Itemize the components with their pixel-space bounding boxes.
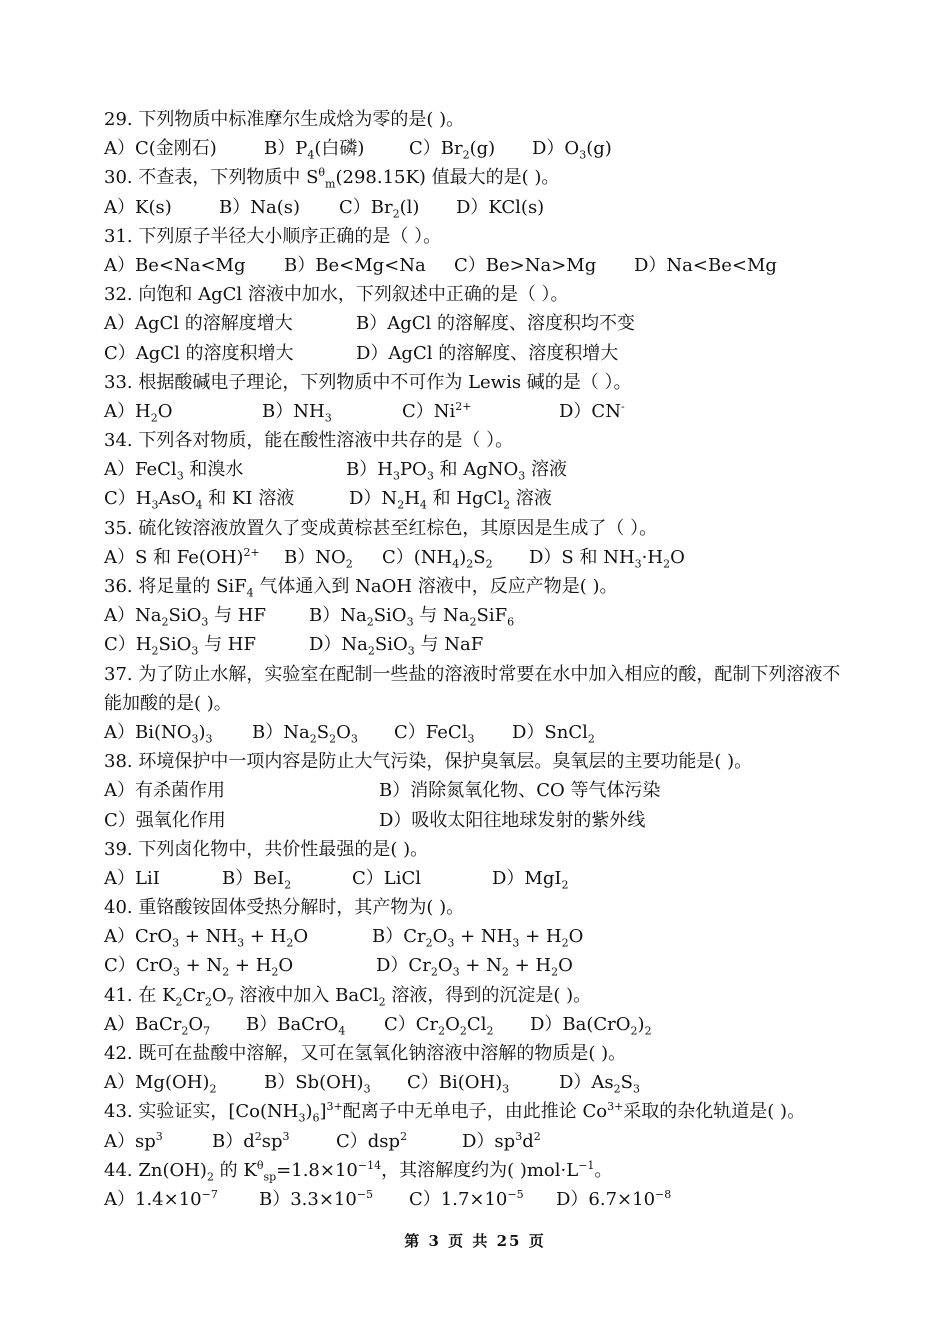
question-q40 [104,893,854,981]
question-stem: 40. 重铬酸铵固体受热分解时，其产物为( )。 [104,897,465,919]
question-q32 [104,280,854,368]
answer-option: $D)N_2H_4$ 和 HgCl$_2$ 溶液 [349,488,552,513]
question-list [104,105,854,1214]
answer-option: $B)NH_3$ [262,400,332,425]
question-stem: 31. 下列原子半径大小顺序正确的是（ ）。 [104,225,442,247]
answer-option: $C)Bi(OH)_3$ [407,1072,510,1096]
question-stem: 35. 硫化铵溶液放置久了变成黄棕甚至红棕色，其原因是生成了（ ）。 [104,517,658,539]
answer-option: B）BaCrO$_4$ [246,1013,346,1038]
answer-option: A）Be<Na<Mg [104,254,246,276]
question-q37 [104,660,854,748]
answer-option: $D)Ba(CrO_2)_2$ [530,1013,652,1038]
answer-option: $A)Mg(OH)_2$ [104,1072,217,1096]
answer-option: B）BeI$_2$ [222,867,292,892]
question-q31 [104,222,854,280]
answer-option: A）K(s) [104,196,172,218]
option-row [104,1127,854,1156]
answer-option: A）FeCl$_3$ 和溴水 [104,459,244,483]
question-q30 [104,163,854,221]
answer-option: $B)3.3\times 10^{-5}$ [259,1187,374,1210]
question-q36 [104,572,854,660]
option-row [104,951,854,980]
answer-option: A）AgCl 的溶解度增大 [104,313,293,335]
answer-option: C）强氧化作用 [104,809,226,831]
answer-option: D）S 和 $NH_3\cdot H_2O$ [529,546,685,571]
option-row [104,1010,854,1039]
answer-option: $A)Bi(NO_3)_3$ [104,721,213,746]
answer-option: $B)Na_2S_2O_3$ [252,721,358,746]
answer-option: C）FeCl$_3$ [394,721,475,746]
answer-option: $A)sp^3$ [104,1129,163,1152]
answer-option: $C)CrO_3 + N_2 + H_2O$ [104,955,294,980]
answer-option: A）C(金刚石) [104,138,217,160]
option-row [104,1068,854,1097]
answer-option: B）消除氮氧化物、CO 等气体污染 [379,780,661,802]
option-row [104,251,854,280]
answer-option: $B)P_4$(白磷) [264,138,365,162]
answer-option: $C)Br_2(l)$ [339,196,420,221]
question-q39 [104,835,854,893]
answer-option: $A)1.4\times 10^{-7}$ [104,1187,218,1210]
option-row [104,806,854,835]
option-row [104,630,854,659]
question-q38 [104,747,854,835]
answer-option: $B)Cr_2O_3 + NH_3 + H_2O$ [372,926,584,950]
answer-option: C）LiCl [352,867,422,889]
answer-option: $B)Sb(OH)_3$ [264,1072,371,1096]
question-q43 [104,1097,854,1155]
answer-option: $D)sp^3d^2$ [462,1129,541,1152]
option-row [104,134,854,163]
answer-option: D）MgI$_2$ [492,867,569,892]
answer-option: $C)H_3AsO_4$ 和 KI 溶液 [104,488,295,513]
question-q42 [104,1039,854,1097]
question-stem: 32. 向饱和 AgCl 溶液中加水，下列叙述中正确的是（ ）。 [104,284,569,306]
answer-option: $A)Na_2SiO_3$ 与 HF [104,605,266,629]
answer-option: $B)d^2sp^3$ [212,1129,290,1152]
answer-option: D）SnCl$_2$ [512,721,595,746]
answer-option: $B)H_3PO_3$ 和 AgNO$_3$ 溶液 [346,459,568,483]
answer-option: $C)Cr_2O_2Cl_2$ [384,1013,494,1038]
option-row [104,601,854,630]
option-row [104,193,854,222]
answer-option: $C)Ni^{2+}$ [402,399,472,422]
answer-option: $D)6.7\times 10^{-8}$ [556,1187,672,1210]
option-row [104,309,854,338]
option-row [104,922,854,951]
option-row [104,339,854,368]
question-stem: 41. 在 $K_2Cr_2O_7$ 溶液中加入 BaCl$_2$ 溶液，得到的沉淀是( )。 [104,984,592,1009]
question-stem: 38. 环境保护中一项内容是防止大气污染，保护臭氧层。臭氧层的主要功能是( )。 [104,751,753,773]
answer-option: A）LiI [104,867,160,889]
question-q33 [104,368,854,426]
answer-option: C）Be>Na>Mg [454,254,597,276]
answer-option: $C)Br_2(g)$ [409,138,496,162]
answer-option: $C)H_2SiO_3$ 与 HF [104,634,256,658]
answer-option: D）CN- [559,399,625,422]
answer-option: A）有杀菌作用 [104,780,225,802]
answer-option: D）吸收太阳往地球发射的紫外线 [379,809,646,831]
question-stem: 37. 为了防止水解，实验室在配制一些盐的溶液时常要在水中加入相应的酸，配制下列溶液不能加酸的是( )。 [104,663,841,714]
answer-option: $B)NO_2$ [284,546,353,571]
option-row [104,455,854,484]
answer-option: $C)(NH_4)_2S_2$ [382,546,493,571]
answer-option: $C)1.7\times 10^{-5}$ [409,1187,524,1210]
answer-option: B）Na(s) [219,196,300,218]
question-q35 [104,514,854,572]
answer-option: B）Be<Mg<Na [284,254,426,276]
answer-option: $A)BaCr_2O_7$ [104,1013,211,1038]
option-row [104,776,854,805]
answer-option: $A)CrO_3 + NH_3 + H_2O$ [104,926,309,950]
option-row [104,543,854,572]
question-stem: 36. 将足量的 SiF$_4$ 气体通入到 NaOH 溶液中，反应产物是( )。 [104,576,618,600]
answer-option: D）Na<Be<Mg [634,254,777,276]
question-stem: 42. 既可在盐酸中溶解，又可在氢氧化钠溶液中溶解的物质是( )。 [104,1043,627,1065]
answer-option: $D)Na_2SiO_3$ 与 NaF [309,634,484,658]
answer-option: D）AgCl 的溶解度、溶度积增大 [356,342,619,364]
question-q41 [104,981,854,1039]
question-stem: 34. 下列各对物质，能在酸性溶液中共存的是（ ）。 [104,430,514,452]
answer-option: C）dsp$^2$ [336,1129,408,1152]
page-footer: 第 3 页 共 25 页 [404,1232,546,1250]
question-stem: 44. $Zn(OH)_2$ 的 $K^\theta_{sp}=1.8\times 10^{-14}$，其溶解度约为( )$mol\cdot L^{-1}$。 [104,1158,613,1184]
question-stem: 30. 不查表，下列物质中 $S^\theta_m(298.15K)$ 值最大的是( )。 [104,166,560,191]
question-stem: 29. 下列物质中标准摩尔生成焓为零的是( )。 [104,109,465,130]
answer-option: $D)As_2S_3$ [559,1072,641,1096]
question-q44 [104,1156,854,1214]
answer-option: B）AgCl 的溶解度、溶度积均不变 [356,313,635,335]
option-row [104,1185,854,1214]
answer-option: $A)H_2O$ [104,400,173,425]
answer-option: A）S 和 Fe(OH)$^{2+}$ [104,545,260,568]
answer-option: $D)Cr_2O_3 + N_2 + H_2O$ [376,955,573,980]
question-stem: 43. 实验证实，$[Co(NH_3)_6]^{3+}$配离子中无单电子，由此推论 $Co^{3+}$采取的杂化轨道是( )。 [104,1100,806,1125]
question-stem: 33. 根据酸碱电子理论，下列物质中不可作为 Lewis 碱的是（ ）。 [104,371,632,393]
option-row [104,397,854,426]
question-stem: 39. 下列卤化物中，共价性最强的是( )。 [104,838,429,860]
question-q34 [104,426,854,514]
option-row [104,718,854,747]
answer-option: $D)O_3(g)$ [532,138,612,162]
answer-option: C）AgCl 的溶度积增大 [104,342,294,364]
answer-option: $B)Na_2SiO_3$ 与 $Na_2SiF_6$ [309,605,515,629]
option-row [104,484,854,513]
option-row [104,864,854,893]
answer-option: D）KCl(s) [456,196,545,218]
question-q29 [104,105,854,163]
